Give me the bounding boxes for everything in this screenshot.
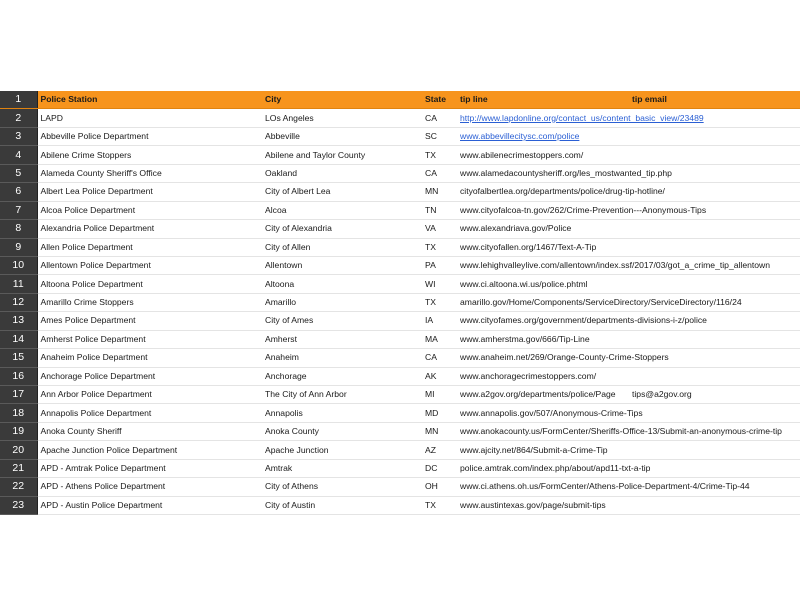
cell-state[interactable]: PA bbox=[422, 256, 457, 274]
row-number[interactable]: 13 bbox=[0, 312, 37, 330]
cell-city[interactable]: Apache Junction bbox=[262, 441, 422, 459]
cell-city[interactable]: Anchorage bbox=[262, 367, 422, 385]
row-number[interactable]: 6 bbox=[0, 183, 37, 201]
cell-state[interactable]: TX bbox=[422, 238, 457, 256]
header-cell-city[interactable]: City bbox=[262, 91, 422, 109]
cell-city[interactable]: Allentown bbox=[262, 256, 422, 274]
row-number[interactable]: 21 bbox=[0, 459, 37, 477]
table-row bbox=[0, 441, 800, 459]
cell-city[interactable]: Altoona bbox=[262, 275, 422, 293]
row-number[interactable]: 9 bbox=[0, 238, 37, 256]
row-number[interactable]: 1 bbox=[0, 91, 37, 109]
cell-state[interactable]: IA bbox=[422, 312, 457, 330]
cell-police-station[interactable]: Anaheim Police Department bbox=[37, 349, 262, 367]
cell-police-station[interactable]: Alcoa Police Department bbox=[37, 201, 262, 219]
cell-tip-line[interactable]: www.lehighvalleylive.com/allentown/index.ssf/2017/03/got_a_crime_tip_allentown bbox=[457, 256, 629, 274]
cell-city[interactable]: Oakland bbox=[262, 164, 422, 182]
cell-city[interactable]: City of Allen bbox=[262, 238, 422, 256]
cell-state[interactable]: MI bbox=[422, 386, 457, 404]
table-row bbox=[0, 293, 800, 311]
table-row bbox=[0, 422, 800, 440]
row-number[interactable]: 10 bbox=[0, 256, 37, 274]
cell-tip-email[interactable] bbox=[629, 330, 800, 348]
cell-tip-line[interactable]: www.austintexas.gov/page/submit-tips bbox=[457, 496, 629, 514]
cell-tip-line[interactable]: www.amherstma.gov/666/Tip-Line bbox=[457, 330, 629, 348]
cell-state[interactable]: CA bbox=[422, 164, 457, 182]
cell-police-station[interactable]: Abilene Crime Stoppers bbox=[37, 146, 262, 164]
cell-state[interactable]: VA bbox=[422, 220, 457, 238]
cell-tip-email[interactable] bbox=[629, 367, 800, 385]
cell-tip-line[interactable]: police.amtrak.com/index.php/about/apd11-txt-a-tip bbox=[457, 459, 629, 477]
cell-city[interactable]: Anoka County bbox=[262, 422, 422, 440]
table-row bbox=[0, 312, 800, 330]
table-row bbox=[0, 330, 800, 348]
cell-police-station[interactable]: Anchorage Police Department bbox=[37, 367, 262, 385]
table-row bbox=[0, 164, 800, 182]
table-row bbox=[0, 496, 800, 514]
row-number[interactable]: 23 bbox=[0, 496, 37, 514]
header-cell-tip-line[interactable]: tip line bbox=[457, 91, 629, 109]
cell-tip-line[interactable]: www.anokacounty.us/FormCenter/Sheriffs-Office-13/Submit-an-anonymous-crime-tip bbox=[457, 422, 629, 440]
cell-police-station[interactable]: LAPD bbox=[37, 109, 262, 127]
row-number[interactable]: 7 bbox=[0, 201, 37, 219]
row-number[interactable]: 14 bbox=[0, 330, 37, 348]
table-row bbox=[0, 256, 800, 274]
cell-police-station[interactable]: Apache Junction Police Department bbox=[37, 441, 262, 459]
row-number[interactable]: 16 bbox=[0, 367, 37, 385]
table-row bbox=[0, 220, 800, 238]
cell-city[interactable]: Amherst bbox=[262, 330, 422, 348]
table-row bbox=[0, 367, 800, 385]
cell-state[interactable]: MA bbox=[422, 330, 457, 348]
table-row bbox=[0, 127, 800, 145]
header-cell-tip-email[interactable]: tip email bbox=[629, 91, 800, 109]
cell-state[interactable]: TX bbox=[422, 293, 457, 311]
cell-police-station[interactable]: Alexandria Police Department bbox=[37, 220, 262, 238]
cell-police-station[interactable]: Amherst Police Department bbox=[37, 330, 262, 348]
tip-line-link[interactable]: http://www.lapdonline.org/contact_us/content_basic_view/23489 bbox=[460, 112, 704, 123]
table-row bbox=[0, 275, 800, 293]
cell-tip-line[interactable]: amarillo.gov/Home/Components/ServiceDirectory/ServiceDirectory/116/24 bbox=[457, 293, 629, 311]
cell-state[interactable]: CA bbox=[422, 349, 457, 367]
cell-city[interactable]: Annapolis bbox=[262, 404, 422, 422]
table-row bbox=[0, 146, 800, 164]
cell-state[interactable]: MD bbox=[422, 404, 457, 422]
cell-tip-email[interactable] bbox=[629, 459, 800, 477]
row-number[interactable]: 20 bbox=[0, 441, 37, 459]
cell-police-station[interactable]: Annapolis Police Department bbox=[37, 404, 262, 422]
cell-state[interactable]: SC bbox=[422, 127, 457, 145]
row-number[interactable]: 5 bbox=[0, 164, 37, 182]
cell-tip-line[interactable]: www.ajcity.net/864/Submit-a-Crime-Tip bbox=[457, 441, 629, 459]
row-number[interactable]: 15 bbox=[0, 349, 37, 367]
row-number[interactable]: 18 bbox=[0, 404, 37, 422]
cell-tip-email[interactable] bbox=[629, 275, 800, 293]
row-number[interactable]: 12 bbox=[0, 293, 37, 311]
cell-tip-line[interactable]: www.cityofalcoa-tn.gov/262/Crime-Prevention---Anonymous-Tips bbox=[457, 201, 629, 219]
table-row bbox=[0, 386, 800, 404]
cell-tip-line[interactable]: www.ci.altoona.wi.us/police.phtml bbox=[457, 275, 629, 293]
cell-state[interactable]: TX bbox=[422, 146, 457, 164]
cell-city[interactable]: Anaheim bbox=[262, 349, 422, 367]
cell-tip-line[interactable] bbox=[457, 109, 704, 127]
table-row bbox=[0, 109, 800, 127]
cell-tip-email[interactable] bbox=[629, 238, 800, 256]
cell-city[interactable]: Abilene and Taylor County bbox=[262, 146, 422, 164]
cell-city[interactable]: City of Albert Lea bbox=[262, 183, 422, 201]
table-row bbox=[0, 238, 800, 256]
cell-police-station[interactable]: Amarillo Crime Stoppers bbox=[37, 293, 262, 311]
cell-tip-email[interactable] bbox=[629, 220, 800, 238]
cell-tip-email[interactable] bbox=[629, 441, 800, 459]
cell-city[interactable]: City of Ames bbox=[262, 312, 422, 330]
cell-state[interactable]: AK bbox=[422, 367, 457, 385]
table-row bbox=[0, 459, 800, 477]
cell-police-station[interactable]: Abbeville Police Department bbox=[37, 127, 262, 145]
cell-police-station[interactable]: APD - Athens Police Department bbox=[37, 478, 262, 496]
cell-tip-email[interactable] bbox=[629, 146, 800, 164]
cell-tip-email[interactable]: tips@a2gov.org bbox=[629, 386, 800, 404]
table-row bbox=[0, 201, 800, 219]
cell-police-station[interactable]: Ann Arbor Police Department bbox=[37, 386, 262, 404]
table-row bbox=[0, 183, 800, 201]
cell-police-station[interactable]: Allen Police Department bbox=[37, 238, 262, 256]
cell-tip-email[interactable] bbox=[629, 127, 800, 145]
cell-state[interactable]: CA bbox=[422, 109, 457, 127]
cell-state[interactable]: DC bbox=[422, 459, 457, 477]
cell-city[interactable]: Alcoa bbox=[262, 201, 422, 219]
table-row bbox=[0, 404, 800, 422]
cell-police-station[interactable]: Altoona Police Department bbox=[37, 275, 262, 293]
cell-tip-email[interactable] bbox=[629, 404, 800, 422]
cell-city[interactable]: Abbeville bbox=[262, 127, 422, 145]
cell-tip-line[interactable]: www.ci.athens.oh.us/FormCenter/Athens-Police-Department-4/Crime-Tip-44 bbox=[457, 478, 629, 496]
cell-city[interactable]: Amarillo bbox=[262, 293, 422, 311]
cell-state[interactable]: OH bbox=[422, 478, 457, 496]
cell-tip-line[interactable]: www.a2gov.org/departments/police/Page bbox=[457, 386, 629, 404]
cell-city[interactable]: LOs Angeles bbox=[262, 109, 422, 127]
cell-state[interactable]: MN bbox=[422, 422, 457, 440]
cell-tip-line[interactable]: www.cityofames.org/government/departments-divisions-i-z/police bbox=[457, 312, 629, 330]
cell-tip-line[interactable]: cityofalbertlea.org/departments/police/drug-tip-hotline/ bbox=[457, 183, 629, 201]
cell-police-station[interactable]: APD - Amtrak Police Department bbox=[37, 459, 262, 477]
cell-tip-line[interactable]: www.alexandriava.gov/Police bbox=[457, 220, 629, 238]
cell-state[interactable]: AZ bbox=[422, 441, 457, 459]
row-number[interactable]: 3 bbox=[0, 127, 37, 145]
cell-city[interactable]: Amtrak bbox=[262, 459, 422, 477]
cell-state[interactable]: TN bbox=[422, 201, 457, 219]
header-cell-police-station[interactable]: Police Station bbox=[37, 91, 262, 109]
row-number[interactable]: 11 bbox=[0, 275, 37, 293]
cell-tip-line[interactable]: www.annapolis.gov/507/Anonymous-Crime-Tips bbox=[457, 404, 629, 422]
cell-tip-line[interactable]: www.anaheim.net/269/Orange-County-Crime-Stoppers bbox=[457, 349, 629, 367]
table-row bbox=[0, 478, 800, 496]
cell-city[interactable]: City of Athens bbox=[262, 478, 422, 496]
cell-police-station[interactable]: Anoka County Sheriff bbox=[37, 422, 262, 440]
cell-state[interactable]: MN bbox=[422, 183, 457, 201]
cell-tip-line[interactable]: www.alamedacountysheriff.org/les_mostwanted_tip.php bbox=[457, 164, 629, 182]
cell-police-station[interactable]: Allentown Police Department bbox=[37, 256, 262, 274]
cell-police-station[interactable]: Ames Police Department bbox=[37, 312, 262, 330]
data-table bbox=[0, 91, 800, 515]
table-row bbox=[0, 349, 800, 367]
row-number[interactable]: 2 bbox=[0, 109, 37, 127]
cell-city[interactable]: City of Alexandria bbox=[262, 220, 422, 238]
spreadsheet bbox=[0, 91, 800, 515]
header-cell-state[interactable]: State bbox=[422, 91, 457, 109]
cell-city[interactable]: City of Austin bbox=[262, 496, 422, 514]
cell-police-station[interactable]: Albert Lea Police Department bbox=[37, 183, 262, 201]
row-number[interactable]: 17 bbox=[0, 386, 37, 404]
header-row bbox=[0, 91, 800, 109]
row-number[interactable]: 8 bbox=[0, 220, 37, 238]
cell-police-station[interactable]: Alameda County Sheriff's Office bbox=[37, 164, 262, 182]
cell-police-station[interactable]: APD - Austin Police Department bbox=[37, 496, 262, 514]
row-number[interactable]: 19 bbox=[0, 422, 37, 440]
cell-tip-line[interactable]: www.anchoragecrimestoppers.com/ bbox=[457, 367, 629, 385]
cell-tip-line[interactable]: www.abilenecrimestoppers.com/ bbox=[457, 146, 629, 164]
cell-city[interactable]: The City of Ann Arbor bbox=[262, 386, 422, 404]
tip-line-link[interactable]: www.abbevillecitysc.com/police bbox=[460, 131, 580, 142]
cell-tip-email[interactable] bbox=[629, 496, 800, 514]
row-number[interactable]: 22 bbox=[0, 478, 37, 496]
row-number[interactable]: 4 bbox=[0, 146, 37, 164]
cell-state[interactable]: WI bbox=[422, 275, 457, 293]
cell-tip-line[interactable]: www.cityofallen.org/1467/Text-A-Tip bbox=[457, 238, 629, 256]
cell-tip-line[interactable] bbox=[457, 127, 629, 145]
cell-state[interactable]: TX bbox=[422, 496, 457, 514]
